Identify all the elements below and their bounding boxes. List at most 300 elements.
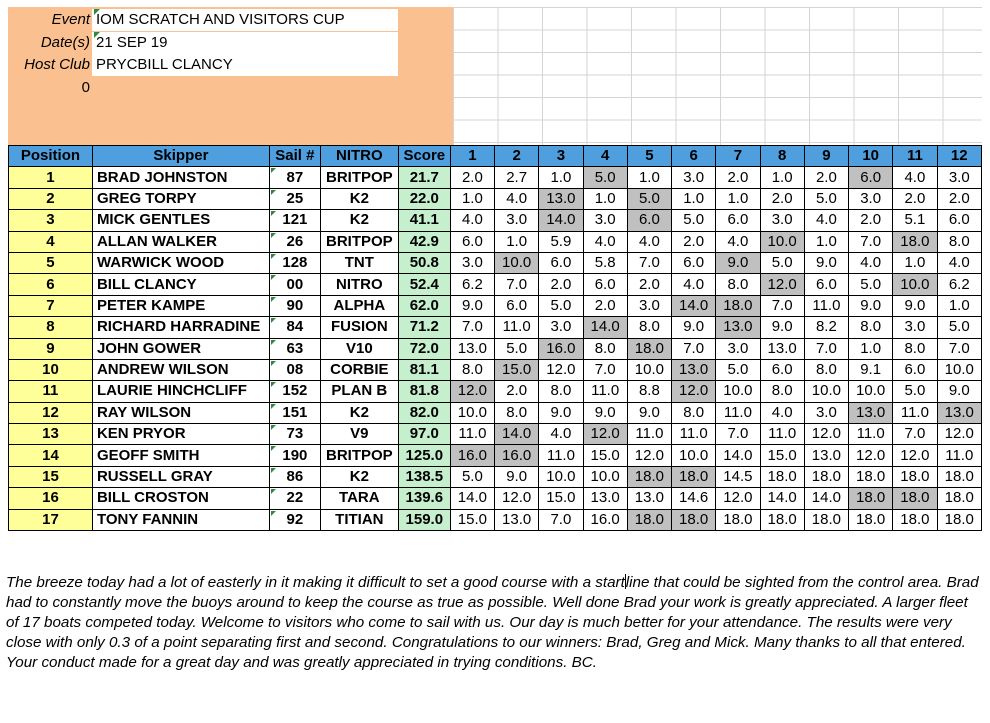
race-result-cell[interactable]: 1.0	[495, 231, 539, 252]
skipper-cell[interactable]: ANDREW WILSON	[92, 359, 269, 380]
race-result-cell[interactable]: 7.0	[804, 338, 848, 359]
race-result-cell[interactable]: 1.0	[450, 188, 494, 209]
race-result-cell[interactable]: 11.0	[495, 317, 539, 338]
skipper-cell[interactable]: PETER KAMPE	[92, 295, 269, 316]
race-result-cell[interactable]: 14.0	[760, 488, 804, 509]
sail-number-cell[interactable]	[269, 488, 320, 509]
race-result-cell[interactable]: 4.0	[450, 210, 494, 231]
race-result-cell[interactable]: 4.0	[583, 231, 627, 252]
race-result-cell[interactable]: 18.0	[849, 488, 893, 509]
race-result-cell[interactable]: 13.0	[583, 488, 627, 509]
score-cell[interactable]: 81.1	[398, 359, 450, 380]
skipper-cell[interactable]: TONY FANNIN	[92, 509, 269, 530]
sail-number-cell[interactable]	[269, 338, 320, 359]
column-header[interactable]: 10	[849, 146, 893, 167]
host-club-cell[interactable]: PRYCBILL CLANCY	[92, 54, 398, 76]
race-result-cell[interactable]: 5.1	[893, 210, 937, 231]
race-result-cell[interactable]: 10.0	[495, 252, 539, 273]
race-result-cell[interactable]: 1.0	[672, 188, 716, 209]
race-result-cell[interactable]: 15.0	[760, 445, 804, 466]
skipper-cell[interactable]: KEN PRYOR	[92, 424, 269, 445]
column-header[interactable]: NITRO	[320, 146, 398, 167]
race-result-cell[interactable]: 18.0	[672, 466, 716, 487]
dates-cell[interactable]: 21 SEP 19	[92, 32, 398, 54]
race-result-cell[interactable]: 14.0	[716, 445, 760, 466]
skipper-cell[interactable]: BRAD JOHNSTON	[92, 167, 269, 188]
boat-class-cell[interactable]: TARA	[320, 488, 398, 509]
skipper-cell[interactable]: GREG TORPY	[92, 188, 269, 209]
race-result-cell[interactable]: 6.0	[893, 359, 937, 380]
race-result-cell[interactable]: 16.0	[495, 445, 539, 466]
race-result-cell[interactable]: 13.0	[539, 188, 583, 209]
race-result-cell[interactable]: 3.0	[495, 210, 539, 231]
race-result-cell[interactable]: 1.0	[627, 167, 671, 188]
race-result-cell[interactable]: 8.0	[450, 359, 494, 380]
race-result-cell[interactable]: 14.0	[495, 424, 539, 445]
score-cell[interactable]: 139.6	[398, 488, 450, 509]
race-result-cell[interactable]: 10.0	[539, 466, 583, 487]
race-result-cell[interactable]: 2.0	[893, 188, 937, 209]
position-cell[interactable]: 1	[9, 167, 93, 188]
race-result-cell[interactable]: 4.0	[849, 252, 893, 273]
race-result-cell[interactable]: 8.0	[716, 274, 760, 295]
position-cell[interactable]: 17	[9, 509, 93, 530]
race-result-cell[interactable]: 8.0	[583, 338, 627, 359]
race-result-cell[interactable]: 13.0	[716, 317, 760, 338]
sail-number-cell[interactable]	[269, 295, 320, 316]
race-result-cell[interactable]: 4.0	[804, 210, 848, 231]
position-cell[interactable]: 5	[9, 252, 93, 273]
race-result-cell[interactable]: 5.0	[495, 338, 539, 359]
race-result-cell[interactable]: 14.5	[716, 466, 760, 487]
race-result-cell[interactable]: 14.0	[539, 210, 583, 231]
race-result-cell[interactable]: 18.0	[849, 509, 893, 530]
race-result-cell[interactable]: 2.0	[804, 167, 848, 188]
race-result-cell[interactable]: 16.0	[583, 509, 627, 530]
race-result-cell[interactable]: 11.0	[760, 424, 804, 445]
race-result-cell[interactable]: 18.0	[672, 509, 716, 530]
column-header[interactable]: 8	[760, 146, 804, 167]
skipper-cell[interactable]: RUSSELL GRAY	[92, 466, 269, 487]
race-result-cell[interactable]: 18.0	[893, 488, 937, 509]
race-result-cell[interactable]: 9.0	[450, 295, 494, 316]
race-result-cell[interactable]: 3.0	[716, 338, 760, 359]
race-result-cell[interactable]: 14.6	[672, 488, 716, 509]
race-result-cell[interactable]: 9.0	[495, 466, 539, 487]
race-result-cell[interactable]: 9.0	[627, 402, 671, 423]
column-header[interactable]: Skipper	[92, 146, 269, 167]
skipper-cell[interactable]: BILL CROSTON	[92, 488, 269, 509]
sail-number-cell[interactable]	[269, 210, 320, 231]
race-result-cell[interactable]: 8.2	[804, 317, 848, 338]
race-result-cell[interactable]: 1.0	[716, 188, 760, 209]
score-cell[interactable]: 82.0	[398, 402, 450, 423]
zero-value-cell[interactable]: 0	[81, 79, 90, 96]
race-result-cell[interactable]: 10.0	[804, 381, 848, 402]
column-header[interactable]: Sail #	[269, 146, 320, 167]
race-result-cell[interactable]: 18.0	[937, 488, 981, 509]
sail-number-cell[interactable]	[269, 317, 320, 338]
column-header[interactable]: 2	[495, 146, 539, 167]
race-result-cell[interactable]: 2.0	[849, 210, 893, 231]
score-cell[interactable]: 159.0	[398, 509, 450, 530]
sail-number-cell[interactable]	[269, 424, 320, 445]
race-result-cell[interactable]: 1.0	[760, 167, 804, 188]
race-result-cell[interactable]: 1.0	[937, 295, 981, 316]
boat-class-cell[interactable]: ALPHA	[320, 295, 398, 316]
race-result-cell[interactable]: 5.0	[583, 167, 627, 188]
boat-class-cell[interactable]: V9	[320, 424, 398, 445]
race-result-cell[interactable]: 18.0	[716, 509, 760, 530]
race-result-cell[interactable]: 10.0	[450, 402, 494, 423]
score-cell[interactable]: 138.5	[398, 466, 450, 487]
skipper-cell[interactable]: WARWICK WOOD	[92, 252, 269, 273]
race-result-cell[interactable]: 8.0	[539, 381, 583, 402]
race-result-cell[interactable]: 3.0	[937, 167, 981, 188]
race-result-cell[interactable]: 8.0	[849, 317, 893, 338]
position-cell[interactable]: 3	[9, 210, 93, 231]
skipper-cell[interactable]: JOHN GOWER	[92, 338, 269, 359]
race-result-cell[interactable]: 14.0	[804, 488, 848, 509]
position-cell[interactable]: 11	[9, 381, 93, 402]
race-result-cell[interactable]: 6.0	[937, 210, 981, 231]
race-result-cell[interactable]: 7.0	[716, 424, 760, 445]
race-result-cell[interactable]: 2.0	[539, 274, 583, 295]
race-result-cell[interactable]: 6.0	[760, 359, 804, 380]
race-result-cell[interactable]: 14.0	[583, 317, 627, 338]
race-result-cell[interactable]: 1.0	[804, 231, 848, 252]
position-cell[interactable]: 14	[9, 445, 93, 466]
race-result-cell[interactable]: 12.0	[849, 445, 893, 466]
boat-class-cell[interactable]: PLAN B	[320, 381, 398, 402]
race-result-cell[interactable]: 12.0	[583, 424, 627, 445]
race-result-cell[interactable]: 8.0	[627, 317, 671, 338]
race-result-cell[interactable]: 18.0	[760, 509, 804, 530]
race-result-cell[interactable]: 1.0	[539, 167, 583, 188]
race-result-cell[interactable]: 12.0	[450, 381, 494, 402]
race-result-cell[interactable]: 11.0	[672, 424, 716, 445]
race-result-cell[interactable]: 11.0	[804, 295, 848, 316]
race-result-cell[interactable]: 10.0	[583, 466, 627, 487]
race-result-cell[interactable]: 11.0	[716, 402, 760, 423]
boat-class-cell[interactable]: TITIAN	[320, 509, 398, 530]
sail-number-cell[interactable]	[269, 445, 320, 466]
skipper-cell[interactable]: MICK GENTLES	[92, 210, 269, 231]
position-cell[interactable]: 2	[9, 188, 93, 209]
race-result-cell[interactable]: 5.0	[627, 188, 671, 209]
race-result-cell[interactable]: 9.0	[804, 252, 848, 273]
race-result-cell[interactable]: 11.0	[937, 445, 981, 466]
race-result-cell[interactable]: 16.0	[539, 338, 583, 359]
sail-number-cell[interactable]	[269, 231, 320, 252]
column-header[interactable]: 3	[539, 146, 583, 167]
race-result-cell[interactable]: 5.0	[450, 466, 494, 487]
race-result-cell[interactable]: 5.0	[849, 274, 893, 295]
position-cell[interactable]: 6	[9, 274, 93, 295]
race-result-cell[interactable]: 8.0	[804, 359, 848, 380]
sail-number-cell[interactable]	[269, 188, 320, 209]
score-cell[interactable]: 62.0	[398, 295, 450, 316]
race-result-cell[interactable]: 4.0	[627, 231, 671, 252]
race-result-cell[interactable]: 1.0	[893, 252, 937, 273]
race-result-cell[interactable]: 9.0	[849, 295, 893, 316]
race-result-cell[interactable]: 6.0	[495, 295, 539, 316]
race-result-cell[interactable]: 7.0	[893, 424, 937, 445]
race-result-cell[interactable]: 7.0	[627, 252, 671, 273]
race-result-cell[interactable]: 5.0	[937, 317, 981, 338]
skipper-cell[interactable]: GEOFF SMITH	[92, 445, 269, 466]
race-result-cell[interactable]: 5.0	[539, 295, 583, 316]
race-result-cell[interactable]: 7.0	[450, 317, 494, 338]
race-result-cell[interactable]: 8.8	[627, 381, 671, 402]
skipper-cell[interactable]: ALLAN WALKER	[92, 231, 269, 252]
race-result-cell[interactable]: 10.0	[893, 274, 937, 295]
race-result-cell[interactable]: 13.0	[450, 338, 494, 359]
column-header[interactable]: 7	[716, 146, 760, 167]
race-result-cell[interactable]: 2.0	[627, 274, 671, 295]
race-result-cell[interactable]: 3.0	[539, 317, 583, 338]
race-result-cell[interactable]: 6.2	[937, 274, 981, 295]
race-result-cell[interactable]: 7.0	[849, 231, 893, 252]
race-result-cell[interactable]: 13.0	[804, 445, 848, 466]
score-cell[interactable]: 125.0	[398, 445, 450, 466]
race-result-cell[interactable]: 15.0	[539, 488, 583, 509]
race-result-cell[interactable]: 3.0	[849, 188, 893, 209]
race-result-cell[interactable]: 13.0	[849, 402, 893, 423]
race-result-cell[interactable]: 4.0	[495, 188, 539, 209]
race-result-cell[interactable]: 9.0	[937, 381, 981, 402]
race-result-cell[interactable]: 12.0	[760, 274, 804, 295]
race-result-cell[interactable]: 11.0	[450, 424, 494, 445]
score-cell[interactable]: 97.0	[398, 424, 450, 445]
race-result-cell[interactable]: 3.0	[760, 210, 804, 231]
race-result-cell[interactable]: 18.0	[849, 466, 893, 487]
race-result-cell[interactable]: 1.0	[583, 188, 627, 209]
score-cell[interactable]: 72.0	[398, 338, 450, 359]
race-result-cell[interactable]: 9.0	[583, 402, 627, 423]
boat-class-cell[interactable]: K2	[320, 466, 398, 487]
boat-class-cell[interactable]: K2	[320, 402, 398, 423]
race-result-cell[interactable]: 2.0	[583, 295, 627, 316]
race-result-cell[interactable]: 6.0	[583, 274, 627, 295]
boat-class-cell[interactable]: FUSION	[320, 317, 398, 338]
score-cell[interactable]: 42.9	[398, 231, 450, 252]
race-result-cell[interactable]: 10.0	[937, 359, 981, 380]
race-result-cell[interactable]: 18.0	[937, 466, 981, 487]
race-result-cell[interactable]: 13.0	[760, 338, 804, 359]
boat-class-cell[interactable]: TNT	[320, 252, 398, 273]
race-result-cell[interactable]: 9.1	[849, 359, 893, 380]
race-result-cell[interactable]: 14.0	[672, 295, 716, 316]
column-header[interactable]: 12	[937, 146, 981, 167]
boat-class-cell[interactable]: V10	[320, 338, 398, 359]
race-result-cell[interactable]: 11.0	[849, 424, 893, 445]
race-result-cell[interactable]: 11.0	[583, 381, 627, 402]
score-cell[interactable]: 50.8	[398, 252, 450, 273]
skipper-cell[interactable]: BILL CLANCY	[92, 274, 269, 295]
race-result-cell[interactable]: 4.0	[539, 424, 583, 445]
race-result-cell[interactable]: 5.8	[583, 252, 627, 273]
boat-class-cell[interactable]: BRITPOP	[320, 167, 398, 188]
race-result-cell[interactable]: 2.0	[450, 167, 494, 188]
race-result-cell[interactable]: 18.0	[804, 466, 848, 487]
score-cell[interactable]: 52.4	[398, 274, 450, 295]
column-header[interactable]: 11	[893, 146, 937, 167]
race-result-cell[interactable]: 2.0	[716, 167, 760, 188]
race-result-cell[interactable]: 5.0	[716, 359, 760, 380]
race-result-cell[interactable]: 12.0	[672, 381, 716, 402]
race-result-cell[interactable]: 3.0	[672, 167, 716, 188]
race-result-cell[interactable]: 13.0	[495, 509, 539, 530]
race-result-cell[interactable]: 6.0	[849, 167, 893, 188]
race-result-cell[interactable]: 4.0	[893, 167, 937, 188]
boat-class-cell[interactable]: NITRO	[320, 274, 398, 295]
race-result-cell[interactable]: 8.0	[495, 402, 539, 423]
skipper-cell[interactable]: LAURIE HINCHCLIFF	[92, 381, 269, 402]
score-cell[interactable]: 81.8	[398, 381, 450, 402]
race-result-cell[interactable]: 7.0	[495, 274, 539, 295]
score-cell[interactable]: 21.7	[398, 167, 450, 188]
sail-number-cell[interactable]	[269, 509, 320, 530]
race-result-cell[interactable]: 12.0	[804, 424, 848, 445]
position-cell[interactable]: 15	[9, 466, 93, 487]
column-header[interactable]: 5	[627, 146, 671, 167]
race-result-cell[interactable]: 16.0	[450, 445, 494, 466]
position-cell[interactable]: 9	[9, 338, 93, 359]
race-result-cell[interactable]: 18.0	[760, 466, 804, 487]
sail-number-cell[interactable]	[269, 402, 320, 423]
race-result-cell[interactable]: 5.0	[672, 210, 716, 231]
race-result-cell[interactable]: 6.0	[627, 210, 671, 231]
race-result-cell[interactable]: 7.0	[672, 338, 716, 359]
race-result-cell[interactable]: 5.0	[893, 381, 937, 402]
boat-class-cell[interactable]: K2	[320, 210, 398, 231]
race-result-cell[interactable]: 3.0	[583, 210, 627, 231]
race-result-cell[interactable]: 13.0	[937, 402, 981, 423]
skipper-cell[interactable]: RICHARD HARRADINE	[92, 317, 269, 338]
race-result-cell[interactable]: 9.0	[716, 252, 760, 273]
event-name-cell[interactable]: IOM SCRATCH AND VISITORS CUP	[92, 9, 398, 31]
position-cell[interactable]: 16	[9, 488, 93, 509]
sail-number-cell[interactable]	[269, 274, 320, 295]
race-result-cell[interactable]: 5.0	[804, 188, 848, 209]
race-result-cell[interactable]: 7.0	[539, 509, 583, 530]
race-result-cell[interactable]: 18.0	[627, 338, 671, 359]
race-result-cell[interactable]: 3.0	[893, 317, 937, 338]
position-cell[interactable]: 8	[9, 317, 93, 338]
sail-number-cell[interactable]	[269, 167, 320, 188]
race-result-cell[interactable]: 7.0	[937, 338, 981, 359]
race-result-cell[interactable]: 2.7	[495, 167, 539, 188]
position-cell[interactable]: 4	[9, 231, 93, 252]
race-result-cell[interactable]: 7.0	[583, 359, 627, 380]
race-result-cell[interactable]: 6.0	[804, 274, 848, 295]
race-result-cell[interactable]: 5.0	[760, 252, 804, 273]
race-result-cell[interactable]: 6.0	[450, 231, 494, 252]
race-result-cell[interactable]: 18.0	[804, 509, 848, 530]
position-cell[interactable]: 12	[9, 402, 93, 423]
score-cell[interactable]: 22.0	[398, 188, 450, 209]
spreadsheet[interactable]	[8, 7, 982, 551]
race-result-cell[interactable]: 3.0	[450, 252, 494, 273]
sail-number-cell[interactable]	[269, 252, 320, 273]
race-report-text[interactable]	[6, 573, 982, 673]
race-result-cell[interactable]: 10.0	[627, 359, 671, 380]
position-cell[interactable]: 13	[9, 424, 93, 445]
race-result-cell[interactable]: 18.0	[893, 466, 937, 487]
race-result-cell[interactable]: 18.0	[937, 509, 981, 530]
sail-number-cell[interactable]	[269, 466, 320, 487]
race-result-cell[interactable]: 8.0	[937, 231, 981, 252]
boat-class-cell[interactable]: BRITPOP	[320, 445, 398, 466]
race-result-cell[interactable]: 10.0	[849, 381, 893, 402]
race-result-cell[interactable]: 8.0	[893, 338, 937, 359]
race-result-cell[interactable]: 3.0	[804, 402, 848, 423]
race-result-cell[interactable]: 12.0	[893, 445, 937, 466]
race-result-cell[interactable]: 18.0	[627, 466, 671, 487]
score-cell[interactable]: 71.2	[398, 317, 450, 338]
position-cell[interactable]: 7	[9, 295, 93, 316]
race-result-cell[interactable]: 12.0	[627, 445, 671, 466]
race-result-cell[interactable]: 6.2	[450, 274, 494, 295]
race-result-cell[interactable]: 18.0	[893, 509, 937, 530]
race-result-cell[interactable]: 18.0	[893, 231, 937, 252]
race-result-cell[interactable]: 9.0	[672, 317, 716, 338]
sail-number-cell[interactable]	[269, 381, 320, 402]
race-result-cell[interactable]: 7.0	[760, 295, 804, 316]
race-result-cell[interactable]: 9.0	[760, 317, 804, 338]
race-result-cell[interactable]: 4.0	[937, 252, 981, 273]
race-result-cell[interactable]: 12.0	[937, 424, 981, 445]
race-result-cell[interactable]: 5.9	[539, 231, 583, 252]
race-result-cell[interactable]: 13.0	[672, 359, 716, 380]
race-result-cell[interactable]: 2.0	[937, 188, 981, 209]
race-result-cell[interactable]: 2.0	[760, 188, 804, 209]
race-result-cell[interactable]: 4.0	[760, 402, 804, 423]
race-result-cell[interactable]: 2.0	[672, 231, 716, 252]
race-result-cell[interactable]: 10.0	[672, 445, 716, 466]
race-result-cell[interactable]: 4.0	[716, 231, 760, 252]
position-cell[interactable]: 10	[9, 359, 93, 380]
race-result-cell[interactable]: 4.0	[672, 274, 716, 295]
race-result-cell[interactable]: 1.0	[849, 338, 893, 359]
race-result-cell[interactable]: 13.0	[627, 488, 671, 509]
race-result-cell[interactable]: 10.0	[716, 381, 760, 402]
race-result-cell[interactable]: 11.0	[627, 424, 671, 445]
race-result-cell[interactable]: 9.0	[893, 295, 937, 316]
race-result-cell[interactable]: 3.0	[627, 295, 671, 316]
sail-number-cell[interactable]	[269, 359, 320, 380]
score-cell[interactable]: 41.1	[398, 210, 450, 231]
column-header[interactable]: 6	[672, 146, 716, 167]
race-result-cell[interactable]: 12.0	[495, 488, 539, 509]
race-result-cell[interactable]: 18.0	[627, 509, 671, 530]
race-result-cell[interactable]: 2.0	[495, 381, 539, 402]
column-header[interactable]: 4	[583, 146, 627, 167]
boat-class-cell[interactable]: BRITPOP	[320, 231, 398, 252]
race-result-cell[interactable]: 9.0	[539, 402, 583, 423]
race-result-cell[interactable]: 8.0	[760, 381, 804, 402]
race-result-cell[interactable]: 6.0	[716, 210, 760, 231]
column-header[interactable]: Score	[398, 146, 450, 167]
race-result-cell[interactable]: 18.0	[716, 295, 760, 316]
race-result-cell[interactable]: 12.0	[539, 359, 583, 380]
race-result-cell[interactable]: 6.0	[672, 252, 716, 273]
column-header[interactable]: 9	[804, 146, 848, 167]
race-result-cell[interactable]: 10.0	[760, 231, 804, 252]
race-result-cell[interactable]: 8.0	[672, 402, 716, 423]
race-result-cell[interactable]: 14.0	[450, 488, 494, 509]
